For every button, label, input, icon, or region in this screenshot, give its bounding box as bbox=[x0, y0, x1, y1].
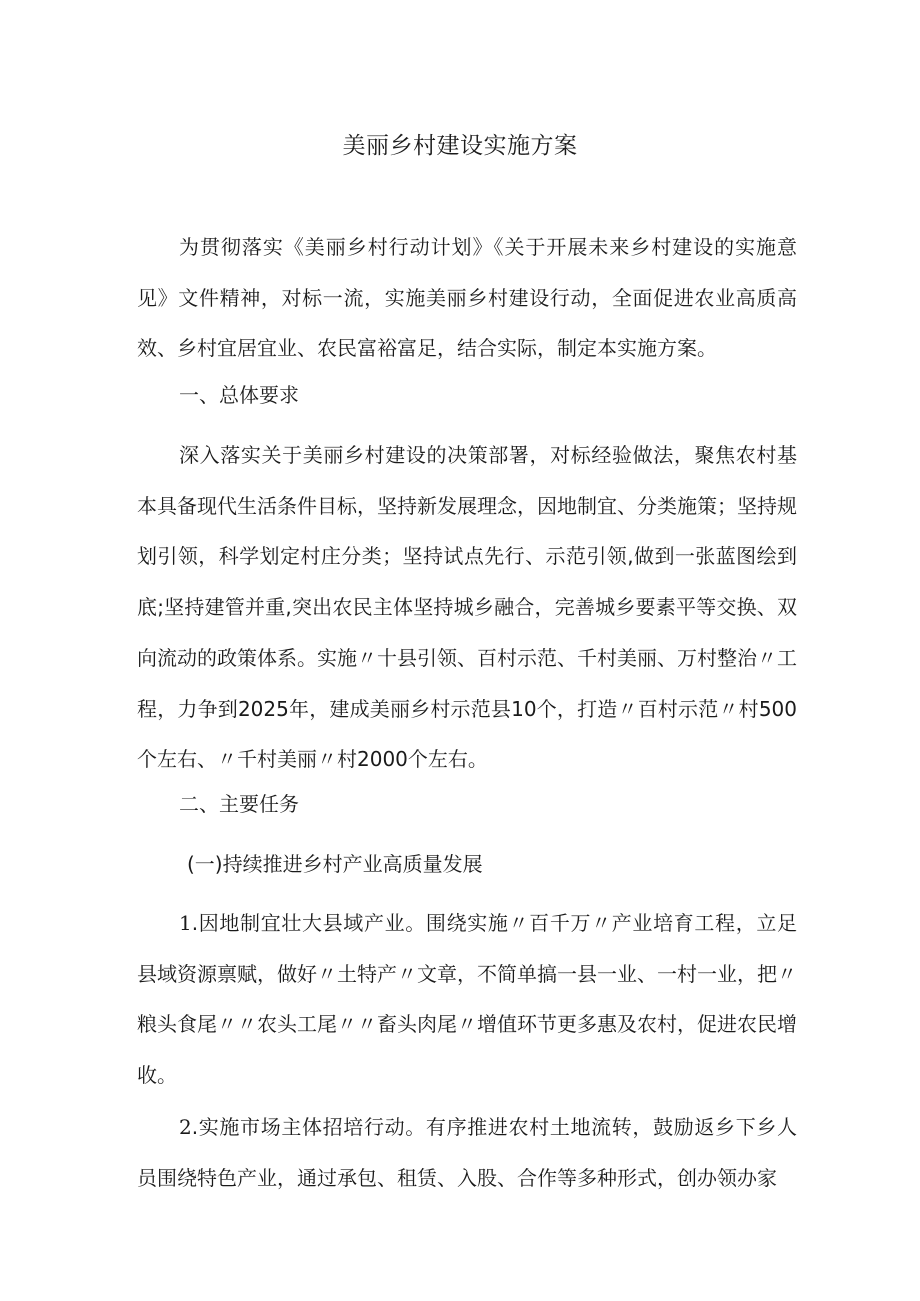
general-requirements-paragraph: 深入落实关于美丽乡村建设的决策部署，对标经验做法，聚焦农村基本具备现代生活条件目标，坚持新发展理念，因地制宜、分类施策；坚持规划引领，科学划定村庄分类；坚持试点先行、示范引领,做到一张蓝图绘到底;坚持建管并重,突出农民主体坚持城乡融合，完善城乡要素平等交换、双向流动的政策体系。实施〃十县引领、百村示范、千村美丽、万村整治〃工程，力争到2025年，建成美丽乡村示范县10个，打造〃百村示范〃村500个左右、〃千村美丽〃村2000个左右。 bbox=[137, 443, 797, 772]
page-title: 美丽乡村建设实施方案 bbox=[342, 133, 578, 159]
task-item-2-text: .实施市场主体招培行动。有序推进农村土地流转，鼓励返乡下乡人员围绕特色产业，通过承包、租赁、入股、合作等多种形式，创办领办家 bbox=[137, 1115, 797, 1190]
task-item-1 bbox=[137, 898, 797, 1101]
task-item-1-text: .因地制宜壮大县域产业。围绕实施〃百千万〃产业培育工程，立足县域资源禀赋，做好〃土特产〃文章，不简单搞一县一业、一村一业，把〃粮头食尾〃〃农头工尾〃〃畜头肉尾〃增值环节更多惠及农村，促进农民增收。 bbox=[137, 911, 797, 1088]
task-item-2-number: 2 bbox=[179, 1115, 192, 1139]
intro-paragraph: 为贯彻落实《美丽乡村行动计划》《关于开展未来乡村建设的实施意见》文件精神，对标一流，实施美丽乡村建设行动，全面促进农业高质高效、乡村宜居宜业、农民富裕富足，结合实际，制定本实施方案。 bbox=[137, 235, 797, 361]
section-heading-general-requirements: 一、总体要求 bbox=[179, 383, 299, 407]
task-item-2 bbox=[137, 1102, 797, 1203]
subsection-heading-industry: (一)持续推进乡村产业高质量发展 bbox=[187, 852, 483, 876]
task-item-1-number: 1 bbox=[179, 911, 192, 935]
section-heading-main-tasks: 二、主要任务 bbox=[179, 792, 299, 816]
